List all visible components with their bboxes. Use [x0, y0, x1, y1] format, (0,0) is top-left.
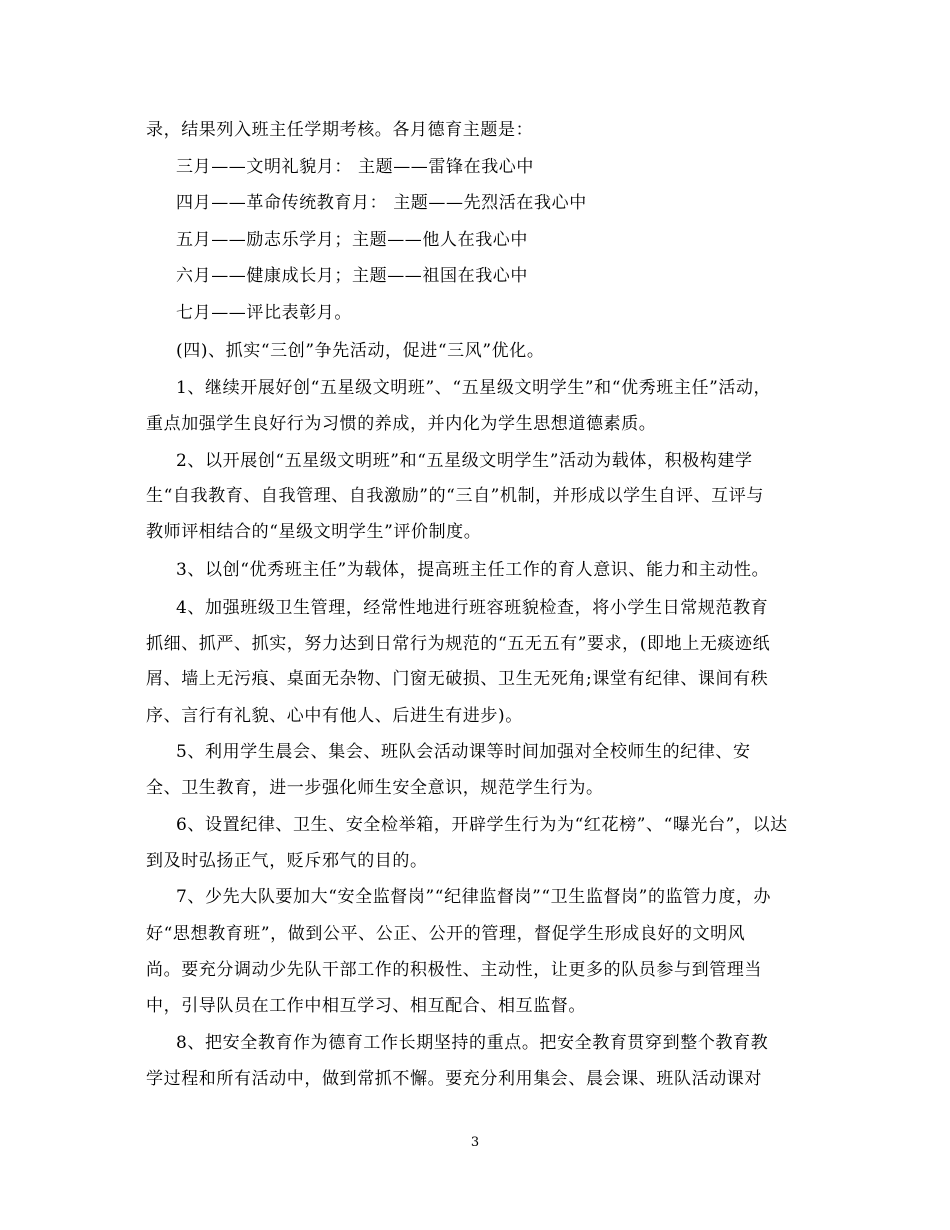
text-line: 中，引导队员在工作中相互学习、相互配合、相互监督。: [146, 996, 586, 1016]
text-line: 五月——励志乐学月；主题——他人在我心中: [176, 230, 528, 250]
text-line: 生“自我教育、自我管理、自我激励”的“三自”机制，并形成以学生自评、互评与: [146, 486, 764, 506]
text-line: 录，结果列入班主任学期考核。各月德育主题是：: [146, 120, 534, 140]
text-line: 学过程和所有活动中，做到常抓不懈。要充分利用集会、晨会课、班队活动课对: [146, 1069, 762, 1089]
text-line: 重点加强学生良好行为习惯的养成，并内化为学生思想道德素质。: [146, 414, 657, 434]
text-line: 好“思想教育班”，做到公平、公正、公开的管理，督促学生形成良好的文明风: [146, 924, 746, 944]
page-number: 3: [470, 1135, 480, 1150]
text-line: 抓细、抓严、抓实，努力达到日常行为规范的“五无五有”要求，(即地上无痰迹纸: [146, 634, 771, 654]
text-line: 到及时弘扬正气，贬斥邪气的目的。: [146, 851, 428, 871]
text-line: 5、利用学生晨会、集会、班队会活动课等时间加强对全校师生的纪律、安: [176, 742, 751, 762]
text-line: 四月——革命传统教育月： 主题——先烈活在我心中: [176, 193, 587, 213]
text-line: 教师评相结合的“星级文明学生”评价制度。: [146, 522, 482, 542]
text-line: 2、以开展创“五星级文明班”和“五星级文明学生”活动为载体，积极构建学: [176, 451, 753, 471]
text-line: 1、继续开展好创“五星级文明班”、“五星级文明学生”和“优秀班主任”活动，: [176, 378, 772, 398]
text-line: 全、卫生教育，进一步强化师生安全意识，规范学生行为。: [146, 778, 604, 798]
text-line: 尚。要充分调动少先队干部工作的积极性、主动性，让更多的队员参与到管理当: [146, 960, 762, 980]
text-line: 6、设置纪律、卫生、安全检举箱，开辟学生行为为“红花榜”、“曝光台”，以达: [176, 815, 788, 835]
text-line: 屑、墙上无污痕、桌面无杂物、门窗无破损、卫生无死角;课堂有纪律、课间有秩: [146, 669, 769, 689]
text-line: 7、少先大队要加大“安全监督岗”“纪律监督岗”“卫生监督岗”的监管力度，办: [176, 887, 772, 907]
text-line: 六月——健康成长月；主题——祖国在我心中: [176, 266, 528, 286]
text-line: 4、加强班级卫生管理，经常性地进行班容班貌检查，将小学生日常规范教育: [176, 598, 769, 618]
section-heading: (四)、抓实“三创”争先活动，促进“三风”优化。: [176, 341, 545, 361]
text-line: 三月——文明礼貌月： 主题——雷锋在我心中: [176, 157, 535, 177]
text-line: 序、言行有礼貌、心中有他人、后进生有进步)。: [146, 706, 523, 726]
text-line: 七月——评比表彰月。: [176, 303, 352, 323]
text-line: 3、以创“优秀班主任”为载体，提高班主任工作的育人意识、能力和主动性。: [176, 560, 770, 580]
text-line: 8、把安全教育作为德育工作长期坚持的重点。把安全教育贯穿到整个教育教: [176, 1033, 769, 1053]
